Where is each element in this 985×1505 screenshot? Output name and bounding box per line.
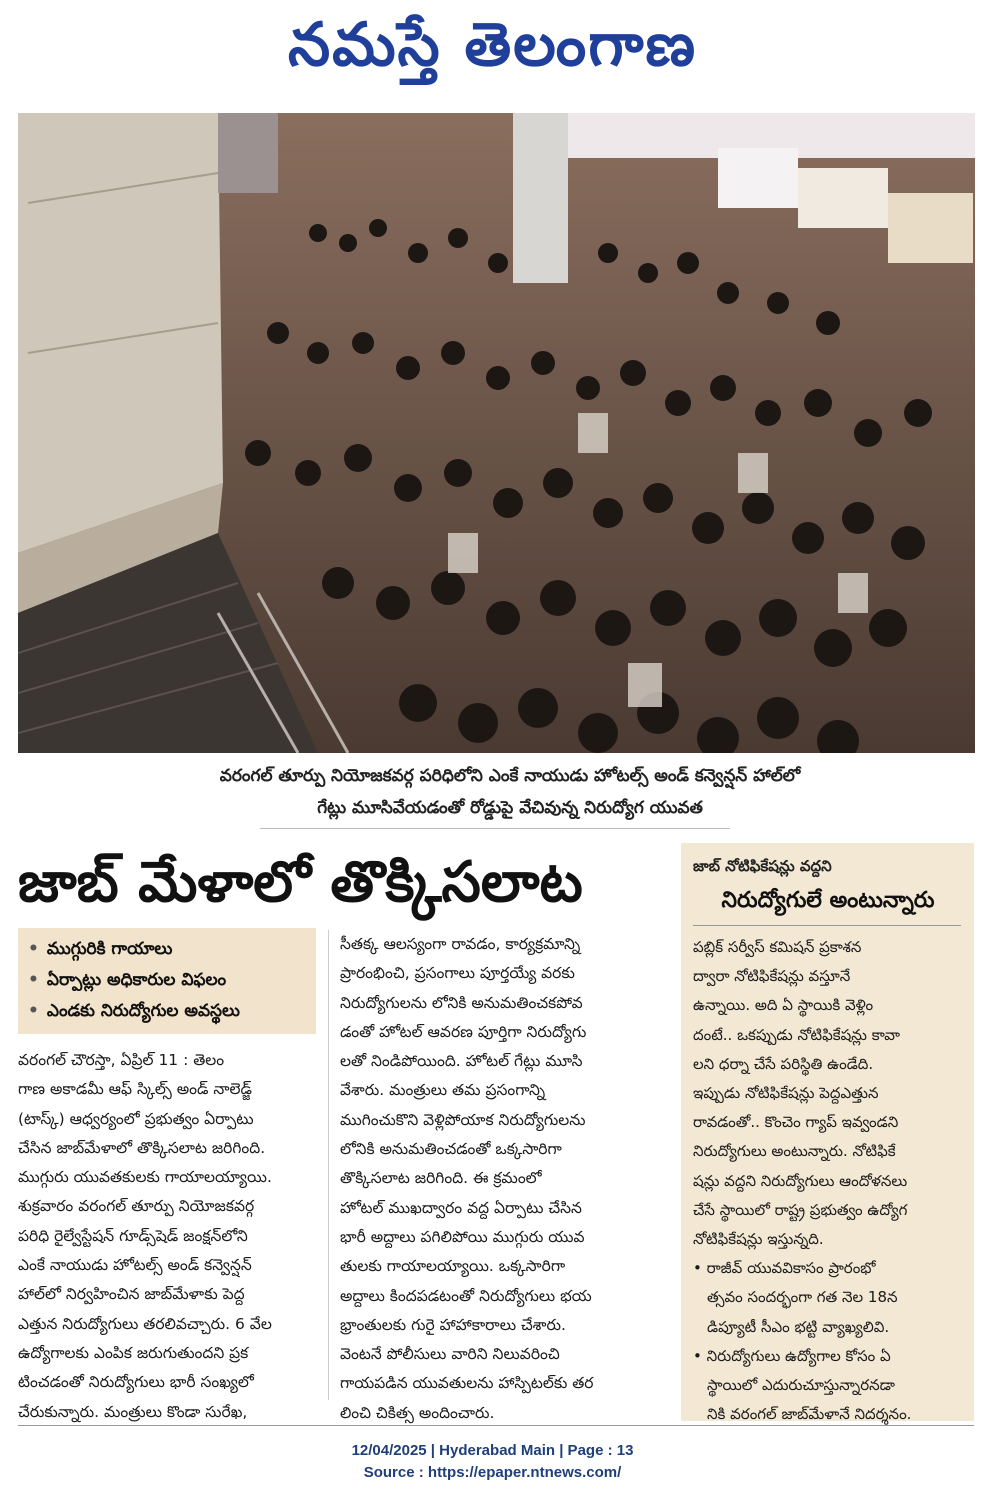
highlight-item: • ఎండకు నిరుద్యోగుల అవస్థలు (28, 1001, 240, 1021)
caption-divider (260, 828, 730, 829)
page-footer (0, 1440, 985, 1484)
article-headline: జాబ్ మేళాలో తొక్కిసలాట (18, 850, 583, 915)
article-column-1 (18, 1046, 318, 1427)
article-column-2 (340, 930, 672, 1428)
text-line: లోనికి అనుమతించడంతో ఒక్కసారిగా (340, 1140, 562, 1159)
text-line: (టాస్క్) ఆధ్వర్యంలో ప్రభుత్వం ఏర్పాటు (18, 1109, 254, 1128)
sidebar-body (693, 933, 965, 1429)
text-line: ముగ్గురు యువతకులకు గాయాలయ్యాయి. (18, 1168, 272, 1187)
text-line: నోటిఫికేషన్లు ఇస్తున్నది. (693, 1230, 824, 1249)
text-line: ముగించుకొని వెళ్లిపోయాక నిరుద్యోగులను (340, 1110, 586, 1129)
text-line: త్సవం సందర్భంగా గత నెల 18న (707, 1288, 898, 1307)
text-line: గాణ అకాడమీ ఆఫ్ స్కిల్స్ అండ్ నాలెడ్జ్ (18, 1080, 252, 1099)
highlight-item: • ఏర్పాట్లు అధికారుల విఫలం (28, 970, 227, 990)
photo-caption (150, 760, 870, 828)
text-line: లని ధర్నా చేసే పరిస్థితి ఉండేది. (693, 1054, 874, 1073)
text-line: చేరుకున్నారు. మంత్రులు కొండా సురేఖ, (18, 1402, 248, 1421)
text-line: వేశారు. మంత్రులు తమ ప్రసంగాన్ని (340, 1081, 546, 1100)
sidebar-kicker: జాబ్ నోటిఫికేషన్లు వద్దని (693, 857, 832, 875)
text-line: వెంటనే పోలీసులు వారిని నిలువరించి (340, 1345, 560, 1364)
text-line: షన్లు వద్దని నిరుద్యోగులు ఆందోళనలు (693, 1171, 908, 1190)
sidebar-box (681, 843, 974, 1424)
news-photo (18, 113, 975, 753)
sidebar-bullet: • రాజీవ్ యువవికాసం ప్రారంభో (693, 1259, 876, 1278)
text-line: భ్రాంతులకు గురై హాహాకారాలు చేశారు. (340, 1315, 566, 1334)
text-line: తొక్కిసలాట జరిగింది. ఈ క్రమంలో (340, 1169, 542, 1188)
text-line: ఉద్యోగాలకు ఎంపిక జరుగుతుందని ప్రక (18, 1343, 249, 1362)
highlights-box (18, 928, 316, 1034)
text-line: స్థాయిలో ఎదురుచూస్తున్నారనడా (707, 1376, 895, 1395)
text-line: రావడంతో.. కొంచెం గ్యాప్ ఇవ్వండని (693, 1113, 899, 1132)
column-divider (328, 930, 329, 1400)
crowd-photo-illustration (18, 113, 975, 753)
text-line: దంటే.. ఒకప్పుడు నోటిఫికేషన్లు కావా (693, 1025, 901, 1044)
text-line: చేసిన జాబ్‌మేళాలో తొక్కిసలాట జరిగింది. (18, 1138, 266, 1157)
text-line: చేసే స్థాయిలో రాష్ట్ర ప్రభుత్వం ఉద్యోగ (693, 1200, 908, 1219)
text-line: సీతక్క ఆలస్యంగా రావడం, కార్యక్రమాన్ని (340, 935, 581, 953)
text-line: ద్వారా నోటిఫికేషన్లు వస్తూనే (693, 967, 851, 986)
masthead (0, 8, 985, 96)
text-line: ప్రారంభించి, ప్రసంగాలు పూర్తయ్యే వరకు (340, 964, 575, 983)
text-line: గాయపడిన యువతులను హాస్పిటల్‌కు తర (340, 1374, 594, 1393)
footer-source-link[interactable]: Source : https://epaper.ntnews.com/ (363, 1464, 622, 1481)
text-line: ఎంకే నాయుడు హోటల్స్ అండ్ కన్వెన్షన్ (18, 1256, 252, 1275)
text-line: తులకు గాయాలయ్యాయి. ఒక్కసారిగా (340, 1257, 566, 1276)
sidebar-divider (693, 925, 961, 926)
text-line: లతో నిండిపోయింది. హోటల్ గేట్లు మూసి (340, 1052, 583, 1071)
text-line: ఉన్నాయి. అది ఏ స్థాయికి వెళ్లిం (693, 996, 874, 1015)
text-line: వరంగల్ చౌరస్తా, ఏప్రిల్ 11 : తెలం (18, 1051, 225, 1069)
text-line: నిరుద్యోగులను లోనికి అనుమతించకపోవ (340, 993, 583, 1012)
text-line: ఇప్పుడు నోటిఫికేషన్లు పెద్దఎత్తున (693, 1084, 879, 1103)
text-line: టించడంతో నిరుద్యోగులు భారీ సంఖ్యలో (18, 1373, 254, 1392)
masthead-title: నమస్తే తెలంగాణ (287, 10, 698, 80)
highlight-item: • ముగ్గురికి గాయాలు (28, 939, 173, 959)
page-divider (18, 1425, 974, 1426)
text-line: హాల్‌లో నిర్వహించిన జాబ్‌మేళాకు పెద్ద (18, 1285, 245, 1304)
footer-dateline: 12/04/2025 | Hyderabad Main | Page : 13 (351, 1442, 634, 1459)
text-line: ఎత్తున నిరుద్యోగులు తరలివచ్చారు. 6 వేల (18, 1314, 272, 1333)
text-line: భారీ అద్దాలు పగిలిపోయి ముగ్గురు యువ (340, 1227, 585, 1246)
text-line: నిరుద్యోగులు అంటున్నారు. నోటిఫికే (693, 1142, 896, 1161)
text-line: పబ్లిక్ సర్వీస్ కమిషన్ ప్రకాశన (693, 938, 862, 956)
caption-line-1: వరంగల్ తూర్పు నియోజకవర్గ పరిధిలోని ఎంకే నాయుడు హోటల్స్ అండ్ కన్వెన్షన్ హాల్‌లో (219, 766, 801, 786)
text-line: పరిధి రైల్వేస్టేషన్ గూడ్స్‌షెడ్ జంక్షన్‌లోని (18, 1226, 248, 1245)
text-line: డిప్యూటీ సీఎం భట్టి వ్యాఖ్యలివి. (707, 1317, 890, 1336)
text-line: అద్దాలు కిందపడటంతో నిరుద్యోగులు భయ (340, 1286, 592, 1305)
text-line: డంతో హోటల్ ఆవరణ పూర్తిగా నిరుద్యోగు (340, 1022, 587, 1041)
sidebar-bullet: • నిరుద్యోగులు ఉద్యోగాల కోసం ఏ (693, 1346, 891, 1365)
text-line: హోటల్ ముఖద్వారం వద్ద ఏర్పాటు చేసిన (340, 1198, 582, 1217)
sidebar-headline: నిరుద్యోగులే అంటున్నారు (721, 888, 935, 913)
text-line: నికి వరంగల్ జాబ్‌మేళానే నిదర్శనం. (707, 1405, 912, 1424)
text-line: లించి చికిత్స అందించారు. (340, 1403, 495, 1422)
caption-line-2: గేట్లు మూసివేయడంతో రోడ్డుపై వేచివున్న నిరుద్యోగ యువత (317, 798, 703, 818)
text-line: శుక్రవారం వరంగల్ తూర్పు నియోజకవర్గ (18, 1197, 255, 1216)
